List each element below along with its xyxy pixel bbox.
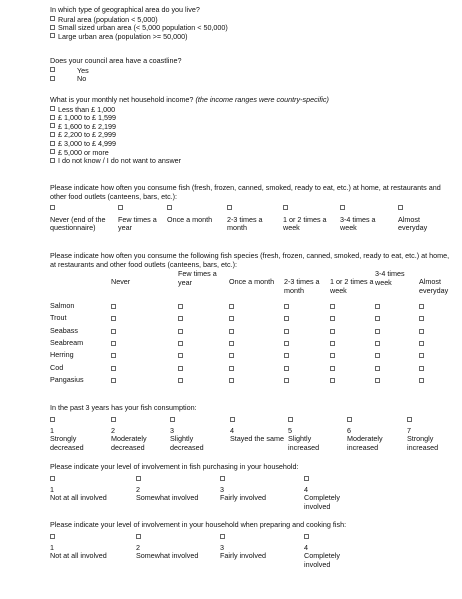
- change-option[interactable]: [50, 416, 106, 452]
- column-header: Few times a year: [178, 269, 217, 287]
- species-frequency-checkbox[interactable]: [178, 304, 183, 309]
- checkbox[interactable]: [398, 205, 403, 210]
- species-frequency-checkbox[interactable]: [330, 304, 335, 309]
- species-row-label: Pangasius: [50, 374, 84, 384]
- change-option[interactable]: [111, 416, 167, 452]
- option-label: Fairly involved: [220, 551, 266, 561]
- species-row-label: Seabream: [50, 337, 84, 347]
- species-frequency-checkbox[interactable]: [111, 341, 116, 346]
- purchase-options: [50, 475, 450, 515]
- checkbox[interactable]: [347, 417, 352, 422]
- species-frequency-checkbox[interactable]: [178, 329, 183, 334]
- option-number: 3: [170, 425, 174, 435]
- option-label: 2-3 times a month: [227, 214, 263, 233]
- species-frequency-checkbox[interactable]: [419, 378, 424, 383]
- checkbox[interactable]: [50, 534, 55, 539]
- column-header: Almost everyday: [419, 277, 449, 295]
- species-frequency-checkbox[interactable]: [375, 316, 380, 321]
- species-frequency-checkbox[interactable]: [111, 329, 116, 334]
- species-frequency-checkbox[interactable]: [419, 341, 424, 346]
- option-label: Few times a year: [118, 214, 157, 233]
- option-label: Strongly decreased: [50, 434, 84, 452]
- checkbox[interactable]: [50, 67, 55, 72]
- species-row-label: Salmon: [50, 301, 75, 310]
- checkbox[interactable]: [50, 123, 55, 128]
- checkbox[interactable]: [50, 106, 55, 111]
- option-label: 1 or 2 times a week: [283, 214, 327, 233]
- question-text: Does your council area have a coastline?: [50, 56, 182, 65]
- option-label: 3-4 times a week: [340, 214, 376, 233]
- option-income-4[interactable]: £ 2,200 to £ 2,999: [50, 131, 450, 140]
- option-large-urban[interactable]: Large urban area (population >= 50,000): [50, 33, 450, 42]
- involvement-option[interactable]: [304, 475, 356, 511]
- question-text: Please indicate how often you consume the following fish species (fresh, frozen, canned, smoked, ready to eat, etc.) at home, at restaurants and other food outlets (canteens, bars, etc.):: [50, 251, 450, 269]
- species-frequency-checkbox[interactable]: [111, 378, 116, 383]
- species-frequency-checkbox[interactable]: [229, 304, 234, 309]
- column-header: 3-4 times week: [375, 269, 405, 287]
- column-header: 1 or 2 times a week: [330, 277, 374, 295]
- question-coastline: [50, 57, 450, 84]
- change-option[interactable]: [347, 416, 403, 452]
- species-frequency-checkbox[interactable]: [178, 341, 183, 346]
- option-no[interactable]: No: [50, 75, 450, 84]
- option-label: Strongly increased: [407, 434, 439, 452]
- option-number: 4: [230, 425, 234, 435]
- frequency-option[interactable]: [167, 204, 223, 224]
- species-frequency-checkbox[interactable]: [229, 366, 234, 371]
- species-frequency-checkbox[interactable]: [178, 378, 183, 383]
- option-number: 7: [407, 425, 411, 435]
- species-frequency-checkbox[interactable]: [284, 304, 289, 309]
- checkbox[interactable]: [50, 417, 55, 422]
- involvement-option[interactable]: [50, 475, 132, 503]
- frequency-option[interactable]: [283, 204, 335, 233]
- species-matrix: [50, 270, 462, 386]
- question-species: [50, 252, 450, 270]
- species-frequency-checkbox[interactable]: [229, 316, 234, 321]
- frequency-option[interactable]: [227, 204, 279, 233]
- question-income: [50, 96, 450, 166]
- species-frequency-checkbox[interactable]: [330, 366, 335, 371]
- species-frequency-checkbox[interactable]: [419, 353, 424, 358]
- checkbox[interactable]: [111, 417, 116, 422]
- option-label: Moderately increased: [347, 434, 383, 452]
- option-income-1[interactable]: Less than £ 1,000: [50, 106, 450, 115]
- option-income-3[interactable]: £ 1,600 to £ 2,199: [50, 123, 450, 132]
- species-frequency-checkbox[interactable]: [375, 366, 380, 371]
- checkbox[interactable]: [304, 476, 309, 481]
- change-option[interactable]: [170, 416, 226, 452]
- species-frequency-checkbox[interactable]: [419, 329, 424, 334]
- checkbox[interactable]: [50, 141, 55, 146]
- species-frequency-checkbox[interactable]: [229, 378, 234, 383]
- species-frequency-checkbox[interactable]: [419, 366, 424, 371]
- change-option[interactable]: [407, 416, 462, 452]
- checkbox[interactable]: [136, 476, 141, 481]
- checkbox[interactable]: [167, 205, 172, 210]
- option-number: 1: [50, 542, 54, 552]
- species-frequency-checkbox[interactable]: [375, 353, 380, 358]
- change-options: [50, 416, 460, 456]
- species-frequency-checkbox[interactable]: [284, 329, 289, 334]
- option-label: Never (end of the questionnaire): [50, 214, 106, 233]
- option-number: 1: [50, 484, 54, 494]
- species-frequency-checkbox[interactable]: [284, 353, 289, 358]
- checkbox[interactable]: [50, 149, 55, 154]
- question-note: (the income ranges were country-specific): [195, 95, 329, 104]
- change-option[interactable]: [288, 416, 344, 452]
- species-frequency-checkbox[interactable]: [111, 353, 116, 358]
- option-label: Completely involved: [304, 493, 340, 511]
- option-label: Completely involved: [304, 551, 340, 569]
- question-text: In which type of geographical area do you live?: [50, 5, 200, 14]
- frequency-option[interactable]: [118, 204, 164, 233]
- frequency-option[interactable]: [340, 204, 392, 233]
- species-row-label: Cod: [50, 362, 64, 372]
- question-text: Please indicate your level of involvement in your household when preparing and cooking fish:: [50, 520, 347, 529]
- question-area: [50, 6, 450, 41]
- frequency-option[interactable]: [398, 204, 450, 233]
- species-frequency-checkbox[interactable]: [419, 316, 424, 321]
- option-label: Moderately decreased: [111, 434, 147, 452]
- option-label: Almost everyday: [398, 214, 428, 233]
- species-frequency-checkbox[interactable]: [111, 316, 116, 321]
- checkbox[interactable]: [50, 158, 55, 163]
- species-frequency-checkbox[interactable]: [284, 378, 289, 383]
- species-frequency-checkbox[interactable]: [330, 316, 335, 321]
- species-frequency-checkbox[interactable]: [330, 341, 335, 346]
- option-number: 2: [111, 425, 115, 435]
- option-number: 4: [304, 484, 308, 494]
- option-income-5[interactable]: £ 3,000 to £ 4,999: [50, 140, 450, 149]
- species-frequency-checkbox[interactable]: [330, 329, 335, 334]
- involvement-option[interactable]: [220, 475, 302, 503]
- checkbox[interactable]: [304, 534, 309, 539]
- option-label: Slightly decreased: [170, 434, 204, 452]
- checkbox[interactable]: [50, 25, 55, 30]
- species-frequency-checkbox[interactable]: [375, 341, 380, 346]
- checkbox[interactable]: [227, 205, 232, 210]
- checkbox[interactable]: [288, 417, 293, 422]
- species-frequency-checkbox[interactable]: [229, 353, 234, 358]
- column-header: 2-3 times a month: [284, 277, 320, 295]
- option-label: Somewhat involved: [136, 493, 199, 503]
- checkbox[interactable]: [50, 476, 55, 481]
- question-text: What is your monthly net household income? (the income ranges were country-specific): [50, 95, 329, 104]
- option-label: Slightly increased: [288, 434, 320, 452]
- species-frequency-checkbox[interactable]: [375, 329, 380, 334]
- species-frequency-checkbox[interactable]: [284, 341, 289, 346]
- option-yes[interactable]: Yes: [50, 67, 450, 76]
- species-frequency-checkbox[interactable]: [284, 366, 289, 371]
- option-label: Stayed the same: [230, 434, 284, 444]
- species-frequency-checkbox[interactable]: [178, 353, 183, 358]
- option-number: 3: [220, 484, 224, 494]
- option-label: Once a month: [167, 214, 213, 224]
- species-frequency-checkbox[interactable]: [111, 304, 116, 309]
- change-option[interactable]: [230, 416, 286, 444]
- checkbox[interactable]: [50, 115, 55, 120]
- option-label: Fairly involved: [220, 493, 266, 503]
- option-income-6[interactable]: £ 5,000 or more: [50, 149, 450, 158]
- question-consumption-change: [50, 404, 450, 414]
- checkbox[interactable]: [50, 132, 55, 137]
- option-number: 2: [136, 542, 140, 552]
- checkbox[interactable]: [136, 534, 141, 539]
- species-frequency-checkbox[interactable]: [111, 366, 116, 371]
- species-frequency-checkbox[interactable]: [284, 316, 289, 321]
- option-rural[interactable]: Rural area (population < 5,000): [50, 16, 450, 25]
- checkbox[interactable]: [118, 205, 123, 210]
- species-row-label: Trout: [50, 313, 67, 323]
- option-number: 3: [220, 542, 224, 552]
- checkbox[interactable]: [50, 16, 55, 21]
- option-income-7[interactable]: I do not know / I do not want to answer: [50, 157, 450, 166]
- option-number: 2: [136, 484, 140, 494]
- checkbox[interactable]: [283, 205, 288, 210]
- checkbox[interactable]: [50, 33, 55, 38]
- species-frequency-checkbox[interactable]: [419, 304, 424, 309]
- species-frequency-checkbox[interactable]: [330, 353, 335, 358]
- species-frequency-checkbox[interactable]: [178, 366, 183, 371]
- checkbox[interactable]: [220, 534, 225, 539]
- question-text: Please indicate your level of involvement in fish purchasing in your household:: [50, 462, 299, 471]
- checkbox[interactable]: [340, 205, 345, 210]
- question-cooking-involvement: [50, 521, 450, 531]
- option-number: 6: [347, 425, 351, 435]
- species-row-label: Seabass: [50, 325, 78, 335]
- species-frequency-checkbox[interactable]: [178, 316, 183, 321]
- checkbox[interactable]: [50, 76, 55, 81]
- question-text: In the past 3 years has your fish consumption:: [50, 403, 197, 412]
- checkbox[interactable]: [407, 417, 412, 422]
- species-frequency-checkbox[interactable]: [375, 378, 380, 383]
- option-label: Not at all involved: [50, 551, 107, 561]
- species-frequency-checkbox[interactable]: [229, 341, 234, 346]
- frequency-options: [50, 204, 450, 244]
- species-frequency-checkbox[interactable]: [375, 304, 380, 309]
- checkbox[interactable]: [50, 205, 55, 210]
- option-number: 4: [304, 542, 308, 552]
- option-small-urban[interactable]: Small sized urban area (< 5,000 population < 50,000): [50, 24, 450, 33]
- option-number: 1: [50, 425, 54, 435]
- species-row-label: Herring: [50, 350, 74, 360]
- checkbox[interactable]: [220, 476, 225, 481]
- species-frequency-checkbox[interactable]: [330, 378, 335, 383]
- cooking-options: [50, 533, 450, 583]
- question-text: Please indicate how often you consume fish (fresh, frozen, canned, smoked, ready to eat, etc.) at home, at restaurants and other food outlets (canteens, bars, etc.):: [50, 183, 441, 201]
- question-fish-frequency: [50, 184, 450, 202]
- option-label: Not at all involved: [50, 493, 107, 503]
- option-income-2[interactable]: £ 1,000 to £ 1,599: [50, 114, 450, 123]
- column-header: Once a month: [229, 277, 275, 286]
- involvement-option[interactable]: [136, 475, 218, 503]
- involvement-option[interactable]: [304, 533, 356, 569]
- involvement-option[interactable]: [50, 533, 132, 561]
- option-number: 5: [288, 425, 292, 435]
- involvement-option[interactable]: [136, 533, 218, 561]
- checkbox[interactable]: [230, 417, 235, 422]
- option-label: Somewhat involved: [136, 551, 199, 561]
- column-header: Never: [111, 277, 131, 286]
- question-purchase-involvement: [50, 463, 450, 473]
- checkbox[interactable]: [170, 417, 175, 422]
- species-frequency-checkbox[interactable]: [229, 329, 234, 334]
- involvement-option[interactable]: [220, 533, 302, 561]
- frequency-option[interactable]: [50, 204, 112, 233]
